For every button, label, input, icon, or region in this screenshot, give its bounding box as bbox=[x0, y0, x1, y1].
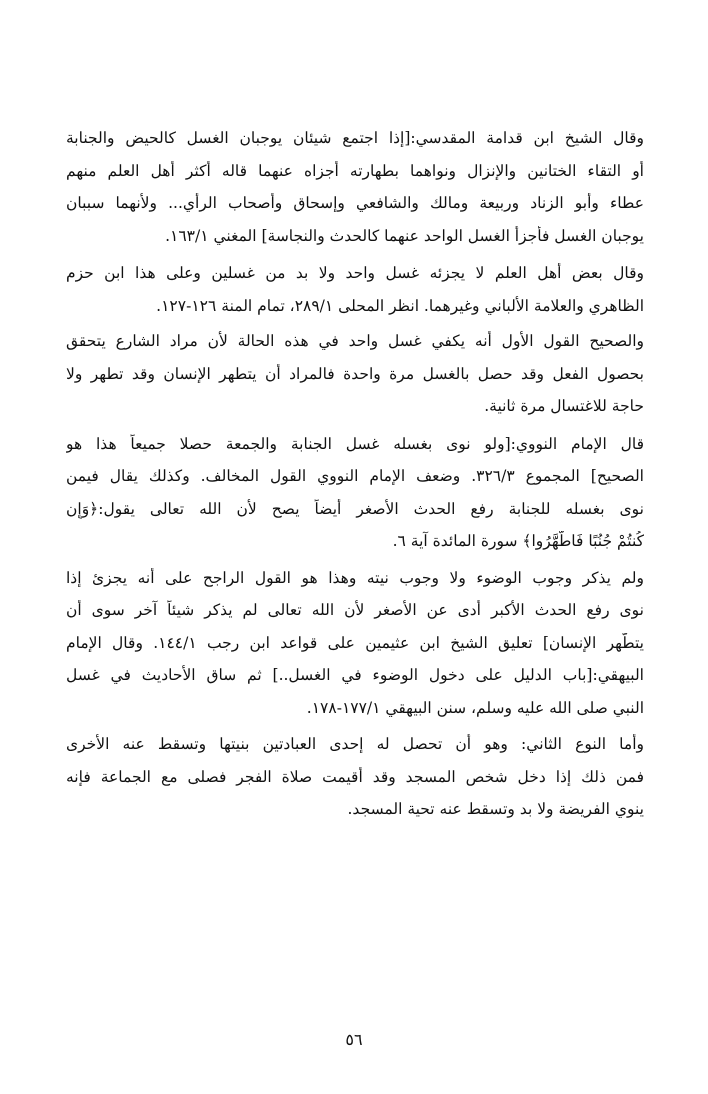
text-line: ولم يذكر وجوب الوضوء ولا وجوب نيته وهذا هو القول الراجح على أنه يجزئ إذا bbox=[66, 568, 644, 587]
text-line: الصحيح] المجموع ٣٢٦/٣. وضعف الإمام النووي القول المخالف. وكذلك يقال فيمن bbox=[66, 467, 644, 485]
text-line: وأما النوع الثاني: وهو أن تحصل له إحدى العبادتين بنيتها وتسقط عنه الأخرى bbox=[66, 735, 644, 753]
text-line: وقال الشيخ ابن قدامة المقدسي:[إذا اجتمع شيئان يوجبان الغسل كالحيض والجنابة bbox=[66, 129, 644, 147]
text-line: الظاهري والعلامة الألباني وغيرهما. انظر المحلى ٢٨٩/١، تمام المنة ١٢٦-١٢٧. bbox=[156, 296, 644, 315]
text-line: والصحيح القول الأول أنه يكفي غسل واحد في هذه الحالة لأن مراد الشارع يتحقق bbox=[66, 332, 644, 350]
text-line: البيهقي:[باب الدليل على دخول الوضوء في الغسل..] ثم ساق الأحاديث في غسل bbox=[66, 666, 644, 684]
text-line: حاجة للاغتسال مرة ثانية. bbox=[484, 397, 644, 415]
text-line: وقال بعض أهل العلم لا يجزئه غسل واحد ولا بد من غسلين وعلى هذا ابن حزم bbox=[66, 264, 644, 282]
text-line: يتطَّهر الإنسان] تعليق الشيخ ابن عثيمين على قواعد ابن رجب ١٤٤/١. وقال الإمام bbox=[66, 633, 644, 652]
text-line: عطاء وأبو الزناد وربيعة ومالك والشافعي وإسحاق وأصحاب الرأي... ولأنهما سببان bbox=[66, 194, 644, 212]
text-line: ينوي الفريضة ولا بد وتسقط عنه تحية المسجد. bbox=[347, 800, 644, 818]
text-line: النبي صلى الله عليه وسلم، سنن البيهقي ١٧٧/١-١٧٨. bbox=[306, 698, 644, 717]
text-line: نوى رفع الحدث الأكبر أدى عن الأصغر لأن الله تعالى لم يذكر شيئاً آخر سوى أن bbox=[66, 601, 644, 619]
page-number: ٥٦ bbox=[345, 1030, 363, 1049]
text-line: أو التقاء الختانين والإنزال ونواهما بطهارته أجزاه عنهما قاله أكثر أهل العلم منهم bbox=[66, 161, 644, 180]
text-line: يوجبان الغسل فأجزأ الغسل الواحد عنهما كالحدث والنجاسة] المغني ١٦٣/١. bbox=[165, 226, 644, 245]
text-line: بحصول الفعل وقد حصل بالغسل مرة واحدة فالمراد أن يتطهر الإنسان وقد تطهر ولا bbox=[66, 364, 644, 383]
text-line: قال الإمام النووي:[ولو نوى بغسله غسل الجنابة والجمعة حصلا جميعاً هذا هو bbox=[66, 434, 644, 453]
text-line: فمن ذلك إذا دخل شخص المسجد وقد أقيمت صلاة الفجر فصلى مع الجماعة فإنه bbox=[66, 767, 644, 786]
text-line: كُنتُمْ جُنُبًا فَاطَّهَّرُوا﴾ سورة المائدة آية ٦. bbox=[392, 532, 644, 550]
text-line: نوى بغسله للجنابة رفع الحدث الأصغر أيضاً يصح لأن الله تعالى يقول:﴿وَإِن bbox=[66, 499, 644, 518]
